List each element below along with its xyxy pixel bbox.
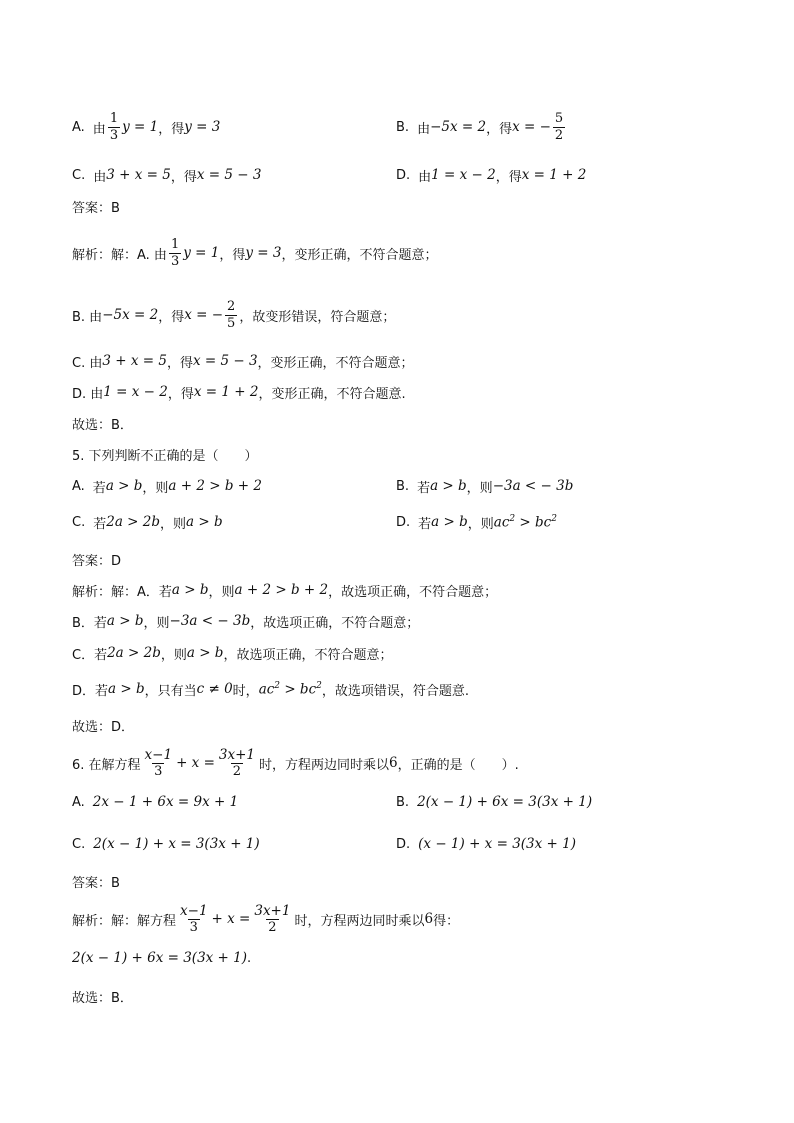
q4-explanation-d: D. 由 1 = x − 2 ，得 x = 1 + 2 ，变形正确，不符合题意. <box>72 384 406 402</box>
q4-answer: 答案：B <box>72 200 120 216</box>
q4-option-d: D. 由 1 = x − 2 ，得 x = 1 + 2 <box>396 167 587 185</box>
fraction: $\frac{x-1}{3}$ <box>180 902 208 935</box>
q5-option-d: D. 若 a > b ，则 $ac^2 > bc^2$ <box>396 513 557 532</box>
fraction: $\frac{3x+1}{2}$ <box>218 746 255 779</box>
q5-explanation-a: 解析：解：A．若 a > b ，则 a + 2 > b + 2 ，故选项正确，不符合题意； <box>72 582 498 600</box>
q4-explanation-c: C. 由 3 + x = 5 ，得 x = 5 − 3 ，变形正确，不符合题意； <box>72 353 414 371</box>
q5-explanation-b: B．若 a > b ，则 −3a < − 3b ，故选项正确，不符合题意； <box>72 613 420 631</box>
fraction: $\frac{2}{5}$ <box>227 298 236 331</box>
q5-stem: 5. 下列判断不正确的是（ ） <box>72 448 258 464</box>
q4-option-b: B. 由 −5x = 2 ，得 x = − $\frac{5}{2}$ <box>396 110 564 143</box>
q5-choice: 故选：D． <box>72 719 135 735</box>
q6-option-a: A. 2x − 1 + 6x = 9x + 1 <box>72 794 239 810</box>
fraction: $\frac{3x+1}{2}$ <box>254 902 291 935</box>
fraction: $\frac{1}{3}$ <box>170 236 180 269</box>
fraction: $\frac{x-1}{3}$ <box>144 746 173 779</box>
q5-answer: 答案：D <box>72 553 122 569</box>
q5-option-a: A. 若 a > b ，则 a + 2 > b + 2 <box>72 478 262 496</box>
q6-answer: 答案：B <box>72 875 120 891</box>
q4-explanation-b: B. 由 −5x = 2 ，得 x = − $\frac{2}{5}$ ，故变形错误，符合题意； <box>72 298 396 331</box>
q6-option-c: C. 2(x − 1) + x = 3(3x + 1) <box>72 836 260 852</box>
q4-option-a: A. 由 $\frac{1}{3}$ y = 1 ，得 y = 3 <box>72 110 221 143</box>
q6-option-b: B. 2(x − 1) + 6x = 3(3x + 1) <box>396 794 593 810</box>
q5-option-b: B. 若 a > b ，则 −3a < − 3b <box>396 478 574 496</box>
q6-choice: 故选：B． <box>72 990 133 1006</box>
q5-option-c: C. 若 2a > 2b ，则 a > b <box>72 514 223 532</box>
q4-option-c: C. 由 3 + x = 5 ，得 x = 5 − 3 <box>72 167 262 185</box>
q6-explanation: 解析：解：解方程 $\frac{x-1}{3}$ + x = $\frac{3x+1}{2}$ 时，方程两边同时乘以 6 得： <box>72 902 460 935</box>
q5-explanation-d: D．若 a > b ，只有当 c ≠ 0 时， $ac^2 > bc^2$ ，故选项错误，符合题意. <box>72 680 470 699</box>
q4-choice: 故选：B． <box>72 417 133 433</box>
q5-explanation-c: C．若 2a > 2b ，则 a > b ，故选项正确，不符合题意； <box>72 645 393 663</box>
q6-stem: 6. 在解方程 $\frac{x-1}{3}$ + x = $\frac{3x+1}{2}$ 时，方程两边同时乘以 6 ，正确的是（ ）. <box>72 746 519 779</box>
q4-explanation-a: 解析：解：A. 由 $\frac{1}{3}$ y = 1 ，得 y = 3 ，变形正确，不符合题意； <box>72 236 438 269</box>
q6-explanation-result: 2(x − 1) + 6x = 3(3x + 1) . <box>72 950 252 966</box>
fraction: $\frac{5}{2}$ <box>554 110 564 143</box>
fraction: $\frac{1}{3}$ <box>109 110 119 143</box>
q6-option-d: D. (x − 1) + x = 3(3x + 1) <box>396 836 576 852</box>
